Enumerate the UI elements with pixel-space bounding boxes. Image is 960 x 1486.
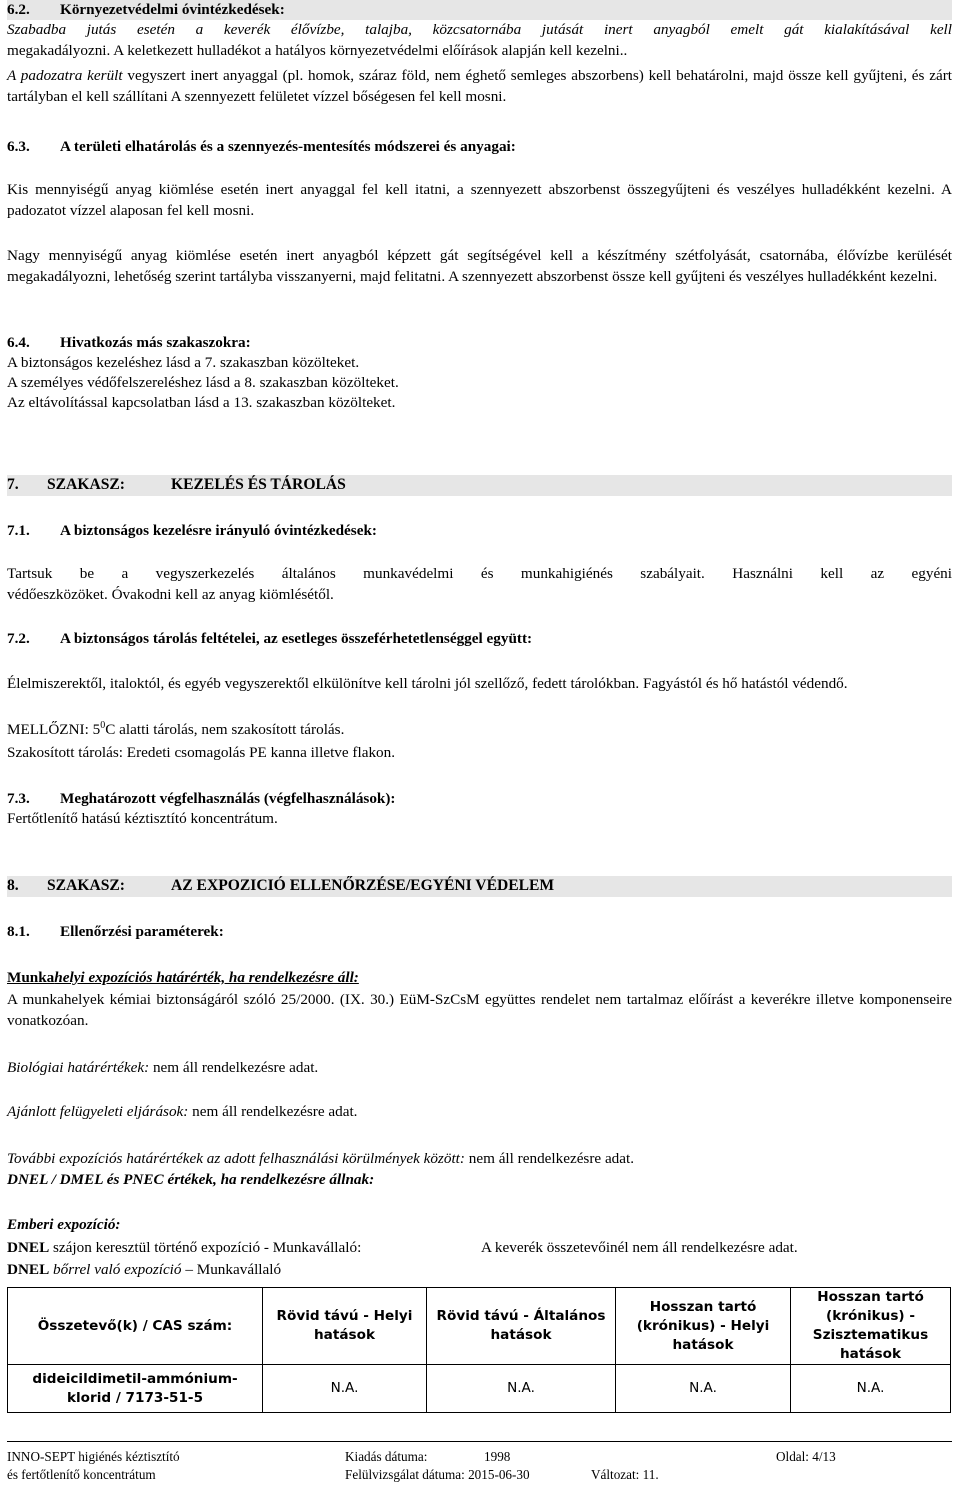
- dnel-oral-text: szájon keresztül történő expozíció: [49, 1239, 261, 1256]
- footer-issue-label: Kiadás dátuma:: [345, 1449, 428, 1464]
- dnel-dermal-line: [7, 1260, 952, 1281]
- s63-p2: Nagy mennyiségű anyag kiömlése esetén inert anyagból képzett gát segítségével kell a készítmény szétfolyását, csatornába, élővízbe kerülését megakadályozni, lehetőség szerint tartályba visszanyerni, majd felitatni. A szennyezett abszorbenst össze kell gyűjteni és veszélyes hulladékként kezelni.: [7, 247, 952, 285]
- bio-label: Biológiai határértékek:: [7, 1059, 150, 1076]
- s62-p1-line1: Szabadba jutás esetén a keverék élővízbe, talajba, közcsatornába jutását inert anyagból emelt gát kialakításával kell: [7, 21, 952, 38]
- munkahelyi-heading: [7, 968, 952, 989]
- footer-revision: [345, 1466, 530, 1484]
- s62-p2-rest: vegyszert inert anyaggal (pl. homok, száraz föld, nem éghető semleges abszorbens) kell behatárolni, majd össze kell gyűjteni, és zárt tartályban el kell szállítani A szennyezett felületet vízzel bőségesen fel kell mosni.: [7, 67, 952, 105]
- section-7-1-heading: [7, 521, 952, 542]
- section-7-3-heading: [7, 789, 952, 810]
- heading-text: A biztonságos tárolás feltételei, az esetleges összeférhetetlenséggel együtt:: [60, 630, 533, 647]
- heading-text: A biztonságos kezelésre irányuló óvintézkedések:: [60, 522, 377, 539]
- dnel-dermal-italic: bőrrel való expozíció: [49, 1261, 182, 1278]
- s71-p1: Tartsuk be a vegyszerkezelés általános munkavédelmi és munkahigiénés szabályait. Használni kell az egyéni: [7, 565, 952, 582]
- exposure-table: [7, 1287, 951, 1413]
- heading-text: Meghatározott végfelhasználás (végfelhasználások):: [60, 790, 396, 807]
- s63-p1: Kis mennyiségű anyag kiömlése esetén inert anyaggal fel kell itatni, a szennyezett abszorbenst összegyűjteni és veszélyes hulladékként kezelni. A padozatot vízzel alaposan fel kell mosni.: [7, 181, 952, 219]
- heading-number: 7.2.: [7, 630, 30, 647]
- footer-revision-label: Felülvizsgálat dátuma:: [345, 1467, 465, 1482]
- heading-text: Ellenőrzési paraméterek:: [60, 923, 224, 940]
- table-cell: dideicildimetil-ammónium-klorid / 7173-51-5: [8, 1365, 263, 1413]
- tovabbi-line: [7, 1149, 952, 1170]
- munkahelyi-rest: helyi expozíciós határérték, ha rendelkezésre áll:: [54, 969, 359, 986]
- tovabbi-label: További expozíciós határértékek az adott felhasználási körülmények között:: [7, 1150, 465, 1167]
- s62-p2: [7, 66, 952, 107]
- heading-label: SZAKASZ:: [47, 877, 125, 894]
- s64-line2: A személyes védőfelszereléshez lásd a 8. szakaszban közölteket.: [7, 374, 399, 391]
- heading-text: Környezetvédelmi óvintézkedések:: [60, 1, 285, 18]
- emberi-heading: Emberi expozíció:: [7, 1216, 121, 1233]
- dnel-dermal-bold: DNEL: [7, 1261, 50, 1278]
- heading-number: 6.3.: [7, 138, 30, 155]
- heading-text: Hivatkozás más szakaszokra:: [60, 334, 251, 351]
- heading-number: 6.2.: [7, 1, 30, 18]
- s64-line3: Az eltávolítással kapcsolatban lásd a 13. szakaszban közölteket.: [7, 394, 396, 411]
- section-7-heading: [7, 475, 952, 496]
- heading-number: 7.: [7, 476, 19, 493]
- ajanlott-label: Ajánlott felügyeleti eljárások:: [7, 1103, 189, 1120]
- heading-label: SZAKASZ:: [47, 476, 125, 493]
- ajanlott-value: nem áll rendelkezésre adat.: [188, 1103, 358, 1120]
- section-6-2-heading: [7, 0, 952, 20]
- s72-p2-sup: 0: [100, 719, 106, 731]
- page-footer: [7, 1441, 952, 1482]
- s72-p2-a: MELLŐZNI: 5: [7, 721, 101, 738]
- dnel-oral-bold: DNEL: [7, 1239, 50, 1256]
- bio-line: [7, 1058, 952, 1079]
- table-cell: N.A.: [263, 1365, 427, 1413]
- s64-line1: A biztonságos kezeléshez lásd a 7. szakaszban közölteket.: [7, 354, 360, 371]
- heading-number: 8.1.: [7, 923, 30, 940]
- s72-p1: Élelmiszerektől, italoktól, és egyéb vegyszerektől elkülönítve kell tárolni jól szellőző, fedett tárolókban. Fagyástól és hő hatástól védendő.: [7, 675, 848, 692]
- section-6-3-heading: [7, 137, 952, 158]
- table-header-row: [8, 1288, 951, 1365]
- heading-text: KEZELÉS ÉS TÁROLÁS: [171, 476, 346, 493]
- ajanlott-line: [7, 1102, 952, 1123]
- section-7-2-heading: [7, 629, 952, 650]
- footer-page: Oldal: 4/13: [776, 1449, 836, 1464]
- s72-p2: [7, 720, 952, 741]
- dnel-dermal-tail: – Munkavállaló: [181, 1261, 282, 1278]
- heading-number: 7.3.: [7, 790, 30, 807]
- s71-p2: védőeszközöket. Óvakodni kell az anyag kiömlésétől.: [7, 586, 334, 603]
- s72-p2-b: C alatti tárolás, nem szakosított tárolás.: [105, 721, 345, 738]
- munkahelyi-bold: Munka: [7, 969, 55, 986]
- table-cell: N.A.: [791, 1365, 951, 1413]
- heading-text: AZ EXPOZICIÓ ELLENŐRZÉSE/EGYÉNI VÉDELEM: [171, 877, 555, 894]
- s73-p1: Fertőtlenítő hatású kéztisztító koncentrátum.: [7, 810, 278, 827]
- dnel-oral-tail: - Munkavállaló:: [260, 1239, 362, 1256]
- s72-p3: Szakosított tárolás: Eredeti csomagolás PE kanna illetve flakon.: [7, 744, 396, 761]
- section-6-4-heading: [7, 333, 952, 354]
- dnel-oral-value: A keverék összetevőinél nem áll rendelkezésre adat.: [481, 1239, 798, 1256]
- heading-number: 6.4.: [7, 334, 30, 351]
- s62-p2-italic: A padozatra került: [7, 67, 123, 84]
- footer-revision-value: 2015-06-30: [468, 1467, 530, 1482]
- footer-company-2: és fertőtlenítő koncentrátum: [7, 1467, 156, 1482]
- footer-version: Változat: 11.: [591, 1467, 659, 1482]
- table-cell: N.A.: [427, 1365, 616, 1413]
- table-header-cell: Hosszan tartó (krónikus) - Helyi hatások: [616, 1288, 791, 1365]
- munkahelyi-text: A munkahelyek kémiai biztonságáról szóló 25/2000. (IX. 30.) EüM-SzCsM együttes rendelet nem tartalmaz előírást a keverékre illetve komponenseire vonatkozóan.: [7, 991, 952, 1029]
- dnel-heading: DNEL / DMEL és PNEC értékek, ha rendelkezésre állnak:: [7, 1171, 375, 1188]
- bio-value: nem áll rendelkezésre adat.: [149, 1059, 319, 1076]
- heading-number: 8.: [7, 877, 19, 894]
- dnel-oral-line: [7, 1238, 952, 1259]
- table-cell: N.A.: [616, 1365, 791, 1413]
- tovabbi-value: nem áll rendelkezésre adat.: [464, 1150, 635, 1167]
- footer-issue-value: 1998: [484, 1449, 511, 1464]
- table-header-cell: Rövid távú - Helyi hatások: [263, 1288, 427, 1365]
- footer-company-1: INNO-SEPT higiénés kéztisztító: [7, 1449, 180, 1464]
- table-header-cell: Hosszan tartó (krónikus) - Szisztematikus hatások: [791, 1288, 951, 1365]
- section-8-heading: [7, 876, 952, 897]
- table-header-cell: Rövid távú - Általános hatások: [427, 1288, 616, 1365]
- section-8-1-heading: [7, 922, 952, 943]
- table-header-cell: Összetevő(k) / CAS szám:: [8, 1288, 263, 1365]
- heading-number: 7.1.: [7, 522, 30, 539]
- s62-p1-line2: megakadályozni. A keletkezett hulladékot a hatályos környezetvédelmi előírások alapján kell kezelni..: [7, 42, 628, 59]
- heading-text: A területi elhatárolás és a szennyezés-mentesítés módszerei és anyagai:: [60, 138, 516, 155]
- table-row: [8, 1365, 951, 1413]
